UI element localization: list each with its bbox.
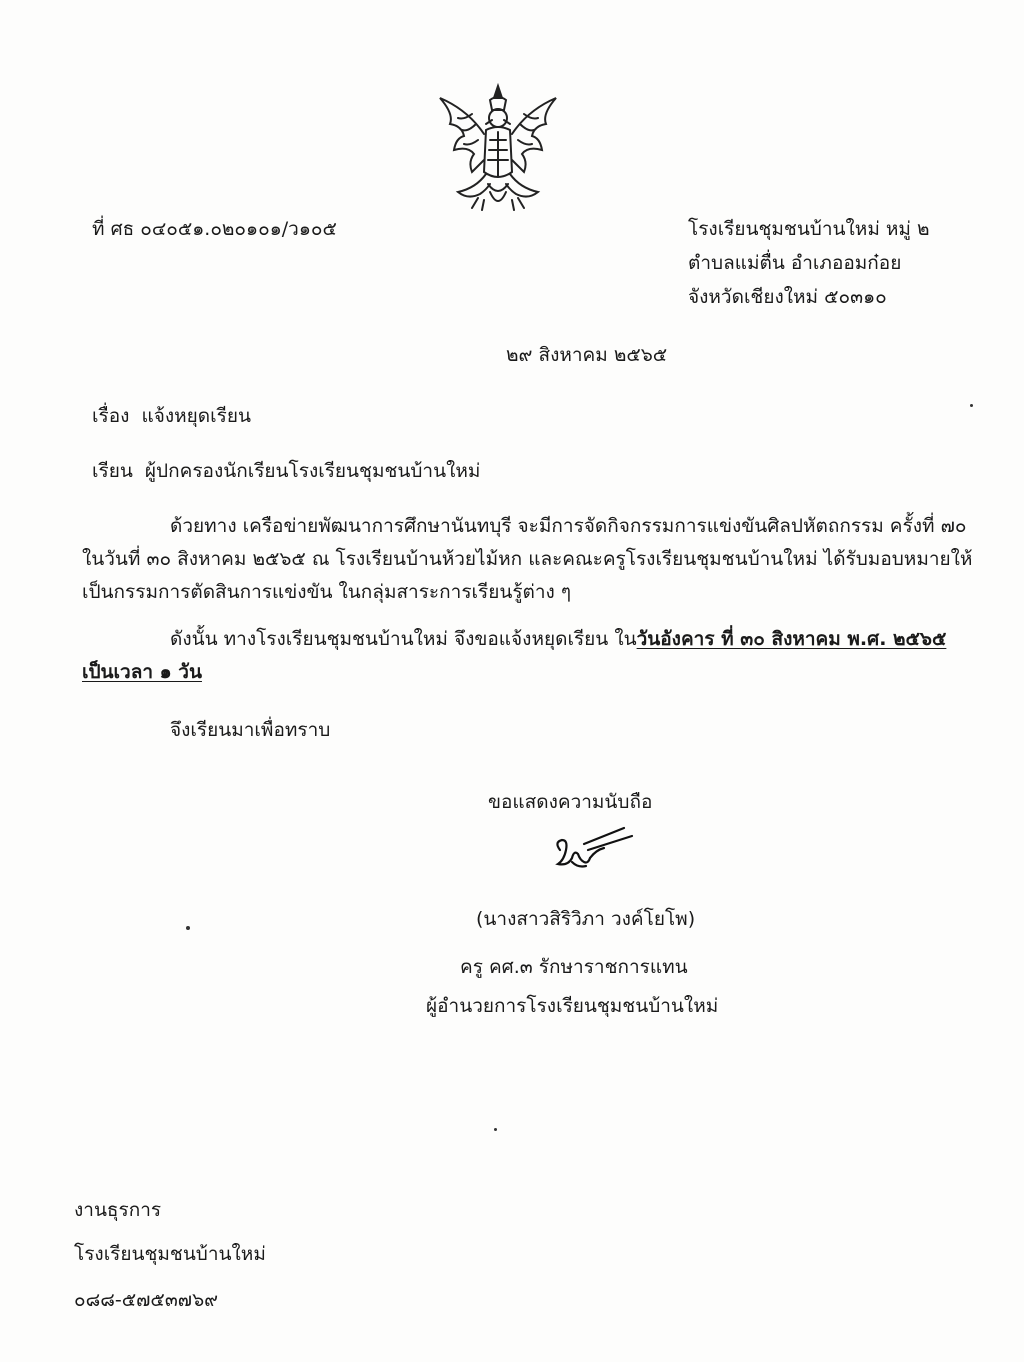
signatory-position-2: ผู้อำนวยการโรงเรียนชุมชนบ้านใหม่ <box>426 995 719 1017</box>
closure-date-highlight: วันอังคาร ที่ ๓๐ สิงหาคม พ.ศ. ๒๕๖๕ <box>636 628 947 650</box>
recipient-line <box>92 459 480 483</box>
subject-label: เรื่อง <box>92 405 130 427</box>
address-line-2: ตำบลแม่ตื่น อำเภออมก๋อย <box>688 252 902 274</box>
body-paragraph-1-line-2: ในวันที่ ๓๐ สิงหาคม ๒๕๖๕ ณ โรงเรียนบ้านห้วยไม้หก และคณะครูโรงเรียนชุมชนบ้านใหม่ ได้รับมอบหมายให้ <box>82 548 973 570</box>
recipient-label: เรียน <box>92 460 133 482</box>
body-paragraph-2-line-1 <box>170 627 946 651</box>
body-paragraph-1-line-1: ด้วยทาง เครือข่ายพัฒนาการศึกษานันทบุรี จะมีการจัดกิจกรรมการแข่งขันศิลปหัตถกรรม ครั้งที่ ๗๐ <box>170 515 967 537</box>
address-line-1: โรงเรียนชุมชนบ้านใหม่ หมู่ ๒ <box>688 218 930 240</box>
closure-duration: เป็นเวลา ๑ วัน <box>82 661 202 683</box>
handwritten-signature <box>548 820 648 880</box>
footer-department: งานธุรการ <box>74 1199 162 1221</box>
scan-speck <box>970 404 973 407</box>
body-paragraph-1-line-3: เป็นกรรมการตัดสินการแข่งขัน ในกลุ่มสาระการเรียนรู้ต่าง ๆ <box>82 581 572 603</box>
scan-speck <box>494 1128 497 1131</box>
footer-school: โรงเรียนชุมชนบ้านใหม่ <box>74 1243 266 1265</box>
garuda-emblem-icon <box>428 80 568 220</box>
signatory-position-1: ครู คศ.๓ รักษาราชการแทน <box>460 956 688 978</box>
footer-phone: ๐๘๘-๕๗๕๓๗๖๙ <box>74 1289 219 1311</box>
subject-text: แจ้งหยุดเรียน <box>141 405 251 427</box>
closing-line: จึงเรียนมาเพื่อทราบ <box>170 719 331 741</box>
scan-speck <box>186 926 190 930</box>
regards-text: ขอแสดงความนับถือ <box>488 791 653 813</box>
subject-line <box>92 404 251 428</box>
address-line-3: จังหวัดเชียงใหม่ ๕๐๓๑๐ <box>688 286 887 308</box>
document-reference: ที่ ศธ ๐๔๐๕๑.๐๒๐๑๐๑/ว๑๐๕ <box>92 218 337 240</box>
document-date: ๒๙ สิงหาคม ๒๕๖๕ <box>506 344 668 366</box>
recipient-text: ผู้ปกครองนักเรียนโรงเรียนชุมชนบ้านใหม่ <box>144 460 481 482</box>
signatory-name: (นางสาวสิริวิภา วงค์โยโพ) <box>476 908 696 930</box>
body-paragraph-2-prefix: ดังนั้น ทางโรงเรียนชุมชนบ้านใหม่ จึงขอแจ้งหยุดเรียน ใน <box>170 628 637 650</box>
